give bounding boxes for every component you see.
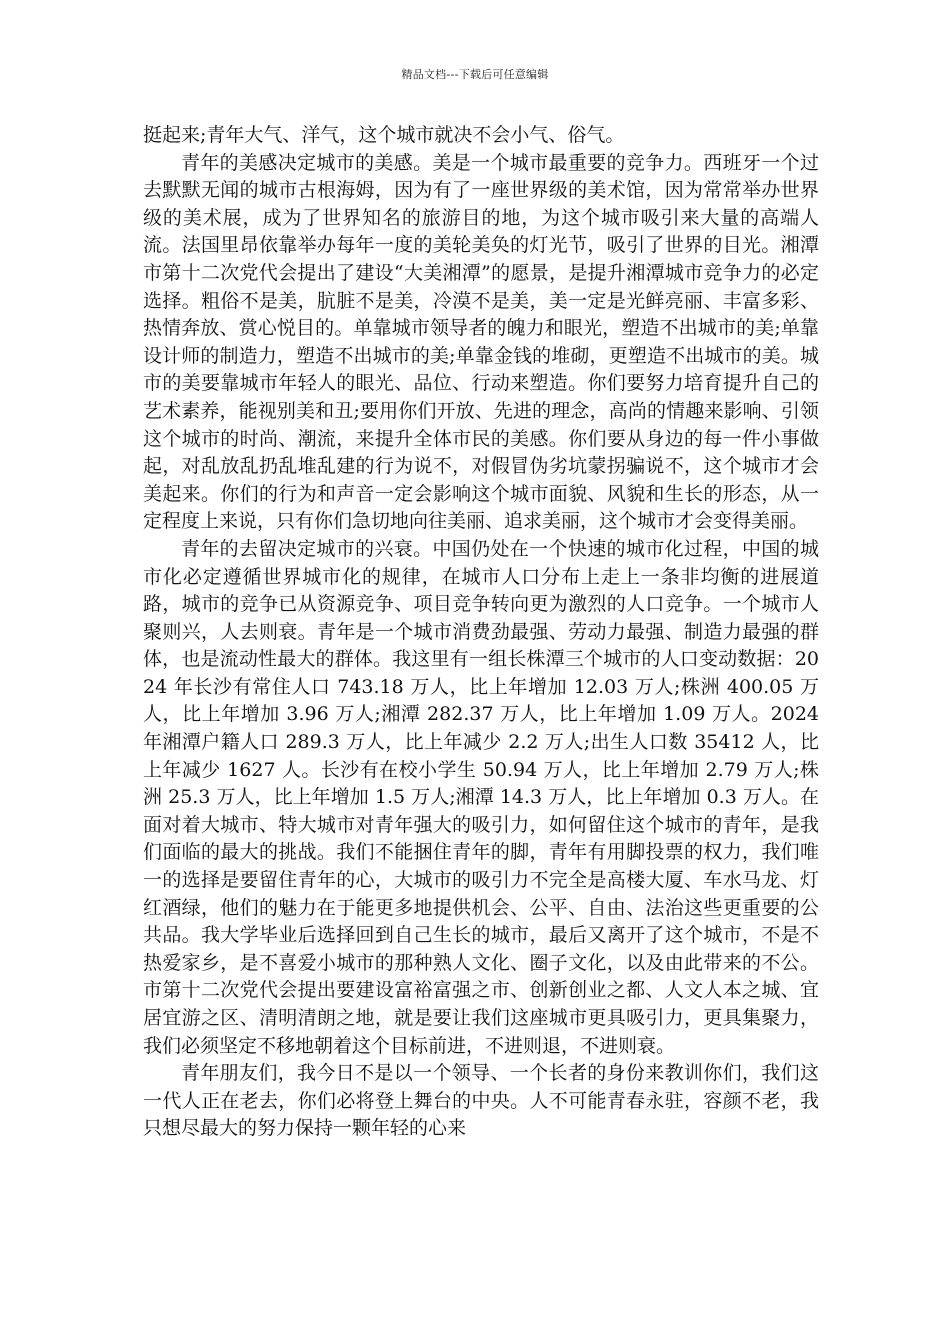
paragraph-beauty: 青年的美感决定城市的美感。美是一个城市最重要的竞争力。西班牙一个过去默默无闻的城市古根海姆，因为有了一座世界级的美术馆，因为常常举办世界级的美术展，成为了世界知名的旅游目的地，为这个城市吸引来大量的高端人流。法国里昂依靠举办每年一度的美轮美奂的灯光节，吸引了世界的目光。湘潭市第十二次党代会提出了建设“大美湘潭”的愿景，是提升湘潭城市竞争力的必定选择。粗俗不是美，肮脏不是美，冷漠不是美，美一定是光鲜亮丽、丰富多彩、热情奔放、赏心悦目的。单靠城市领导者的魄力和眼光，塑造不出城市的美;单靠设计师的制造力，塑造不出城市的美;单靠金钱的堆砌，更塑造不出城市的美。城市的美要靠城市年轻人的眼光、品位、行动来塑造。你们要努力培育提升自己的艺术素养，能视别美和丑;要用你们开放、先进的理念，高尚的情趣来影响、引领这个城市的时尚、潮流，来提升全体市民的美感。你们要从身边的每一件小事做起，对乱放乱扔乱堆乱建的行为说不，对假冒伪劣坑蒙拐骗说不，这个城市才会美起来。你们的行为和声音一定会影响这个城市面貌、风貌和生长的形态，从一定程度上来说，只有你们急切地向往美丽、追求美丽，这个城市才会变得美丽。 [143,151,819,533]
paragraph-continuation: 挺起来;青年大气、洋气，这个城市就决不会小气、俗气。 [143,124,625,146]
page-header: 精品文档---下载后可任意编辑 [401,68,549,81]
paragraph-population: 青年的去留决定城市的兴衰。中国仍处在一个快速的城市化过程，中国的城市化必定遵循世界城市化的规律，在城市人口分布上走上一条非均衡的进展道路，城市的竞争已从资源竞争、项目竞争转向更为激烈的人口竞争。一个城市人聚则兴，人去则衰。青年是一个城市消费劲最强、劳动力最强、制造力最强的群体，也是流动性最大的群体。我这里有一组长株潭三个城市的人口变动数据：2024 年长沙有常住人口 743.18 万人，比上年增加 12.03 万人;株洲 400.05 万人，比上年增加 3.96 万人;湘潭 282.37 万人，比上年增加 1.09 万人。2024 年湘潭户籍人口 289.3 万人，比上年减少 2.2 万人;出生人口数 35412 人，比上年减少 1627 人。长沙有在校小学生 50.94 万人，比上年增加 2.79 万人;株洲 25.3 万人，比上年增加 1.5 万人;湘潭 14.3 万人，比上年增加 0.3 万人。在面对着大城市、特大城市对青年强大的吸引力，如何留住这个城市的青年，是我们面临的最大的挑战。我们不能捆住青年的脚，青年有用脚投票的权力，我们唯一的选择是要留住青年的心，大城市的吸引力不完全是高楼大厦、车水马龙、灯红酒绿，他们的魅力在于能更多地提供机会、公平、自由、法治这些更重要的公共品。我大学毕业后选择回到自己生长的城市，最后又离开了这个城市，不是不热爱家乡，是不喜爱小城市的那种熟人文化、圈子文化，以及由此带来的不公。市第十二次党代会提出要建设富裕富强之市、创新创业之都、人文人本之城、宜居宜游之区、清明清朗之地，就是要让我们这座城市更具吸引力，更具集聚力，我们必须坚定不移地朝着这个目标前进，不进则退，不进则衰。 [143,537,819,1057]
paragraph-closing: 青年朋友们，我今日不是以一个领导、一个长者的身份来教训你们，我们这一代人正在老去，你们必将登上舞台的中央。人不可能青春永驻，容颜不老，我只想尽最大的努力保持一颗年轻的心来 [143,1062,819,1140]
body-text [143,122,819,1143]
